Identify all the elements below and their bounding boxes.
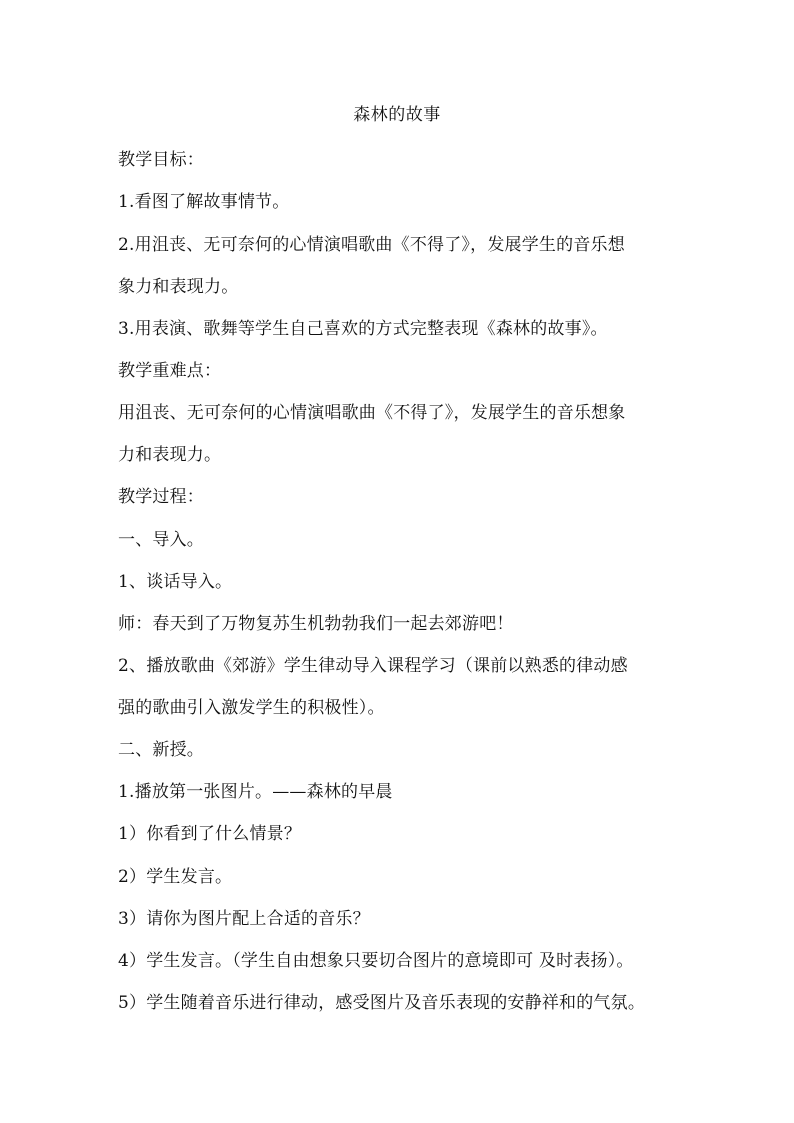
body-line: 一、导入。 <box>118 530 204 550</box>
body-line: 师：春天到了万物复苏生机勃勃我们一起去郊游吧！ <box>118 614 514 634</box>
body-line: 3.用表演、歌舞等学生自己喜欢的方式完整表现《森林的故事》。 <box>118 319 608 339</box>
body-line: 4）学生发言。（学生自由想象只要切合图片的意境即可 及时表扬）。 <box>118 951 634 971</box>
body-line: 5）学生随着音乐进行律动，感受图片及音乐表现的安静祥和的气氛。 <box>118 993 646 1013</box>
body-line: 用沮丧、无可奈何的心情演唱歌曲《不得了》，发展学生的音乐想象 <box>118 403 626 423</box>
section-heading-teaching-goals: 教学目标： <box>118 150 204 170</box>
body-line: 力和表现力。 <box>118 445 222 465</box>
body-line: 2）学生发言。 <box>118 867 233 887</box>
body-line: 1）你看到了什么情景？ <box>118 824 302 844</box>
body-line: 象力和表现力。 <box>118 277 239 297</box>
body-line: 2.用沮丧、无可奈何的心情演唱歌曲《不得了》，发展学生的音乐想 <box>118 235 625 255</box>
body-line: 二、新授。 <box>118 740 204 760</box>
body-line: 1.看图了解故事情节。 <box>118 192 290 212</box>
section-heading-key-points: 教学重难点： <box>118 361 222 381</box>
body-line: 2、播放歌曲《郊游》学生律动导入课程学习（课前以熟悉的律动感 <box>118 656 628 676</box>
section-heading-teaching-process: 教学过程： <box>118 487 204 507</box>
document-title: 森林的故事 <box>353 105 441 125</box>
body-line: 1、谈话导入。 <box>118 572 233 592</box>
body-line: 1.播放第一张图片。——森林的早晨 <box>118 782 393 802</box>
body-line: 强的歌曲引入激发学生的积极性）。 <box>118 698 385 718</box>
body-line: 3）请你为图片配上合适的音乐？ <box>118 909 370 929</box>
